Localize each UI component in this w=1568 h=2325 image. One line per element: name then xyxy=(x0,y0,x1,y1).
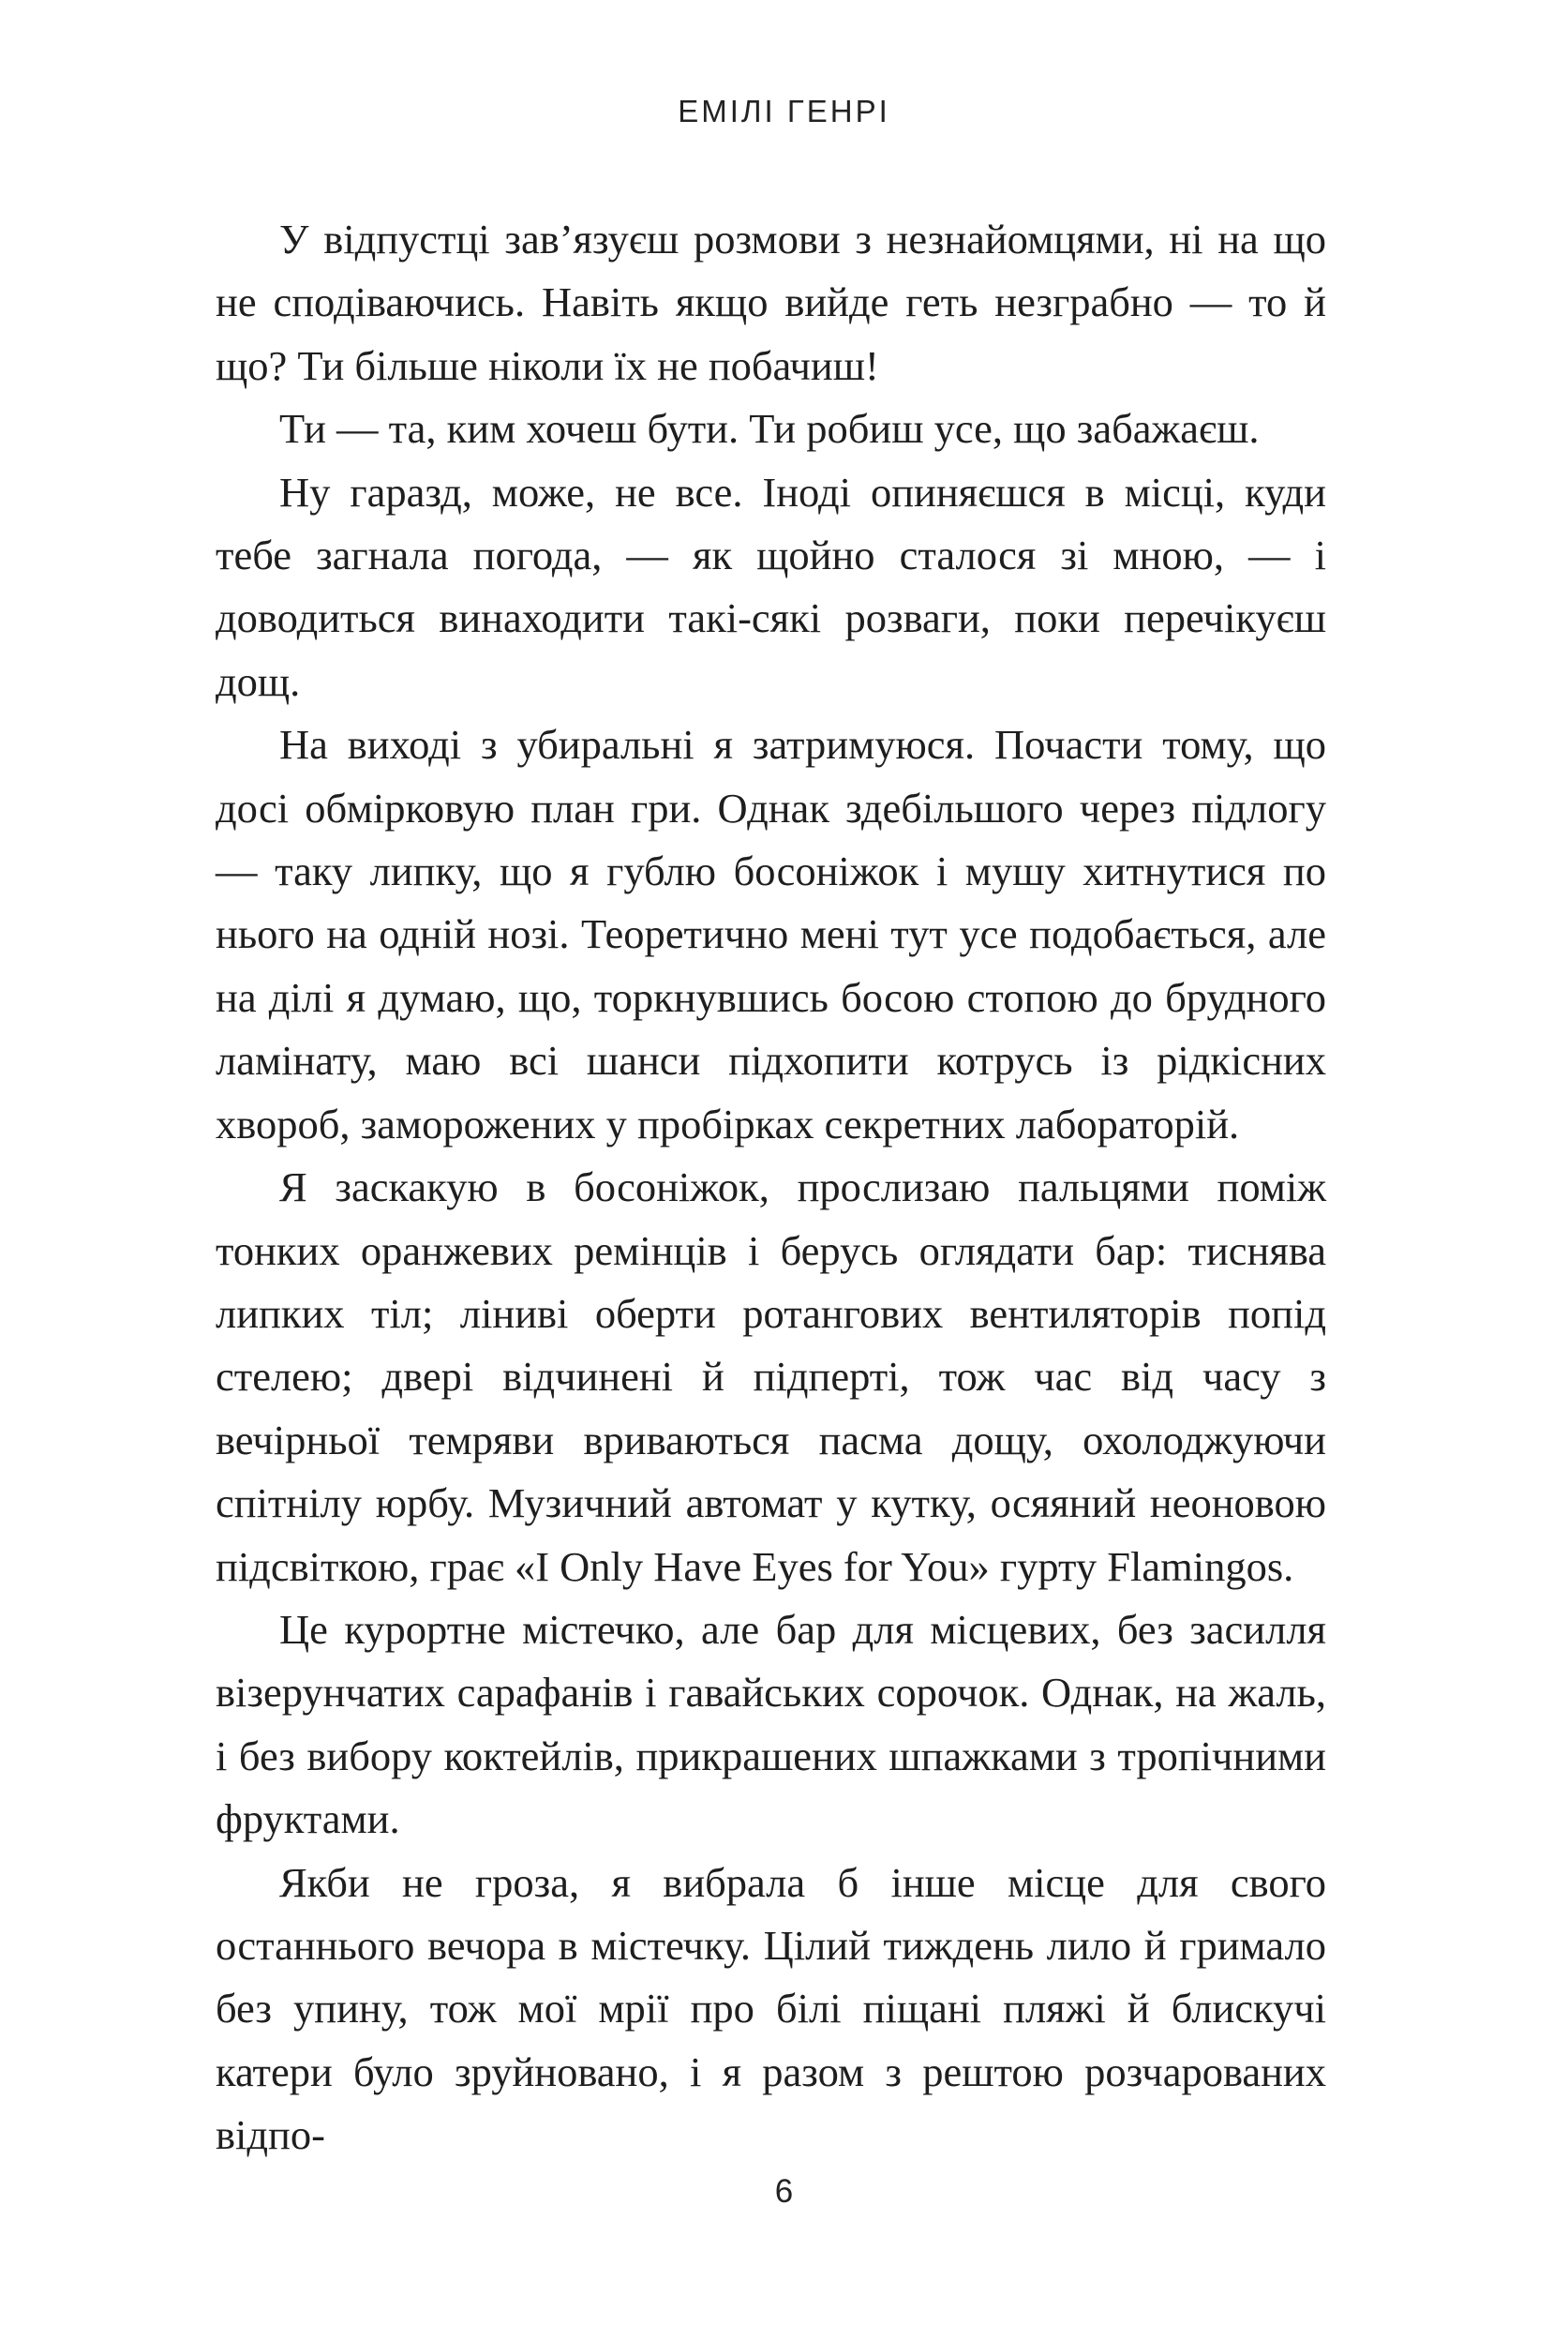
running-head-author: ЕМІЛІ ГЕНРІ xyxy=(678,94,890,128)
body-text xyxy=(216,208,1326,2168)
paragraph: Ну гаразд, може, не все. Іноді опиняєшся в місці, куди тебе загнала погода, — як щойно сталося зі мною, — і доводиться винаходити такі-сякі розваги, поки перечікуєш дощ. xyxy=(216,468,1326,705)
paragraph: У відпустці зав’язуєш розмови з незнайомцями, ні на що не сподіваючись. Навіть якщо вийде геть незграбно — то й що? Ти більше ніколи їх не побачиш! xyxy=(216,216,1326,389)
paragraph: Якби не гроза, я вибрала б інше місце для свого останнього вечора в містечку. Цілий тиждень лило й гримало без упину, тож мої мрії про білі піщані пляжі й блискучі катери було зруйновано, і я разом з рештою розчарованих відпо- xyxy=(216,1858,1326,2159)
page-number: 6 xyxy=(774,2173,794,2210)
paragraph: Ти — та, ким хочеш бути. Ти робиш усе, що забажаєш. xyxy=(279,405,1260,453)
paragraph: Це курортне містечко, але бар для місцевих, без засилля візерунчатих сарафанів і гавайських сорочок. Однак, на жаль, і без вибору коктейлів, прикрашених шпажками з тропічними фруктами. xyxy=(216,1605,1326,1843)
paragraph: Я заскакую в босоніжок, прослизаю пальцями поміж тонких оранжевих ремінців і берусь оглядати бар: тиснява липких тіл; ліниві оберти ротангових вентиляторів попід стелею; двері відчинені й підперті, тож час від часу з вечірньої темряви вриваються пасма дощу, охолоджуючи спітнілу юрбу. Музичний автомат у кутку, осяяний неоновою підсвіткою, грає «I Only Have Eyes for You» гурту Flamingos. xyxy=(216,1163,1326,1590)
paragraph: На виході з убиральні я затримуюся. Почасти тому, що досі обмірковую план гри. Однак здебільшого через підлогу — таку липку, що я гублю босоніжок і мушу хитнутися по нього на одній нозі. Теоретично мені тут усе подобається, але на ділі я думаю, що, торкнувшись босою стопою до брудного ламінату, маю всі шанси підхопити котрусь із рідкісних хвороб, заморожених у пробірках секретних лабораторій. xyxy=(216,721,1326,1148)
